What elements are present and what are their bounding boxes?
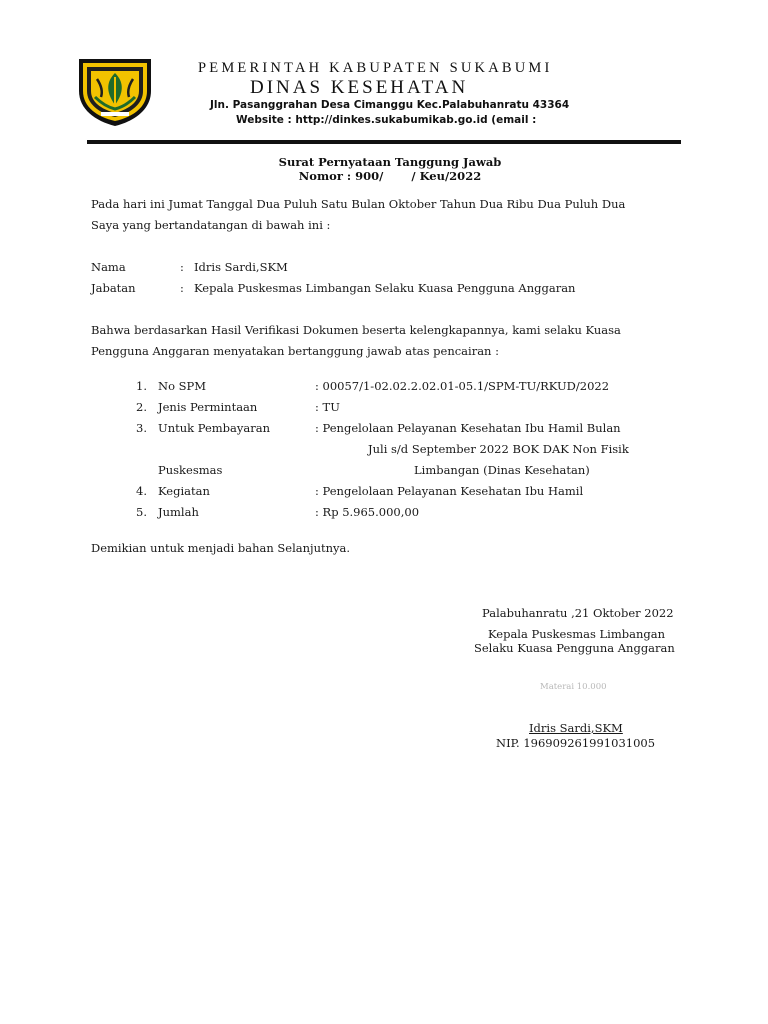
item-label: Jumlah xyxy=(158,505,199,519)
header-address: Jln. Pasanggrahan Desa Cimanggu Kec.Palabuhanratu 43364 xyxy=(210,99,570,111)
header-website: Website : http://dinkes.sukabumikab.go.id (email : xyxy=(236,114,537,126)
letter-title: Surat Pernyataan Tanggung Jawab xyxy=(278,155,502,169)
place-date: Palabuhanratu ,21 Oktober 2022 xyxy=(482,606,674,620)
item-number: 3. xyxy=(136,421,147,435)
item-label: Kegiatan xyxy=(158,484,210,498)
item-label: No SPM xyxy=(158,379,207,393)
item-value: : TU xyxy=(315,400,340,414)
item-label: Jenis Permintaan xyxy=(158,400,258,414)
signatory-position-2: Selaku Kuasa Pengguna Anggaran xyxy=(474,641,675,655)
header-agency: DINAS KESEHATAN xyxy=(250,77,469,98)
item-number: 5. xyxy=(136,505,147,519)
item-value: : Rp 5.965.000,00 xyxy=(315,505,420,519)
identity-position-colon: : xyxy=(180,281,184,295)
item-label-continuation: Puskesmas xyxy=(158,463,223,477)
opening-line-2: Saya yang bertandatangan di bawah ini : xyxy=(91,218,331,232)
item-value-continuation: Limbangan (Dinas Kesehatan) xyxy=(414,463,590,477)
item-number: 1. xyxy=(136,379,147,393)
statement-line-2: Pengguna Anggaran menyatakan bertanggung jawab atas pencairan : xyxy=(91,344,499,358)
item-number: 4. xyxy=(136,484,147,498)
header-government: PEMERINTAH KABUPATEN SUKABUMI xyxy=(198,60,553,76)
identity-position-value: Kepala Puskesmas Limbangan Selaku Kuasa Pengguna Anggaran xyxy=(194,281,576,295)
identity-position-label: Jabatan xyxy=(91,281,136,295)
signatory-position-1: Kepala Puskesmas Limbangan xyxy=(488,627,666,641)
item-value: : Pengelolaan Pelayanan Kesehatan Ibu Hamil Bulan xyxy=(315,421,621,435)
identity-name-colon: : xyxy=(180,260,184,274)
header-divider xyxy=(87,140,681,144)
opening-line-1: Pada hari ini Jumat Tanggal Dua Puluh Satu Bulan Oktober Tahun Dua Ribu Dua Puluh Dua xyxy=(91,197,626,211)
identity-name-value: Idris Sardi,SKM xyxy=(194,260,288,274)
identity-name-label: Nama xyxy=(91,260,126,274)
item-number: 2. xyxy=(136,400,147,414)
item-label: Untuk Pembayaran xyxy=(158,421,271,435)
statement-line-1: Bahwa berdasarkan Hasil Verifikasi Dokumen beserta kelengkapannya, kami selaku Kuasa xyxy=(91,323,621,337)
item-value-continuation: Juli s/d September 2022 BOK DAK Non Fisik xyxy=(368,442,629,456)
signatory-name: Idris Sardi,SKM xyxy=(529,721,623,735)
letter-number: Nomor : 900/ / Keu/2022 xyxy=(298,169,482,183)
kabupaten-sukabumi-logo xyxy=(77,57,153,127)
closing-line: Demikian untuk menjadi bahan Selanjutnya. xyxy=(91,541,351,555)
signatory-nip: NIP. 196909261991031005 xyxy=(496,736,656,750)
item-value: : Pengelolaan Pelayanan Kesehatan Ibu Hamil xyxy=(315,484,584,498)
stamp-placeholder: Materai 10.000 xyxy=(540,682,607,692)
item-value: : 00057/1-02.02.2.02.01-05.1/SPM-TU/RKUD/2022 xyxy=(315,379,610,393)
